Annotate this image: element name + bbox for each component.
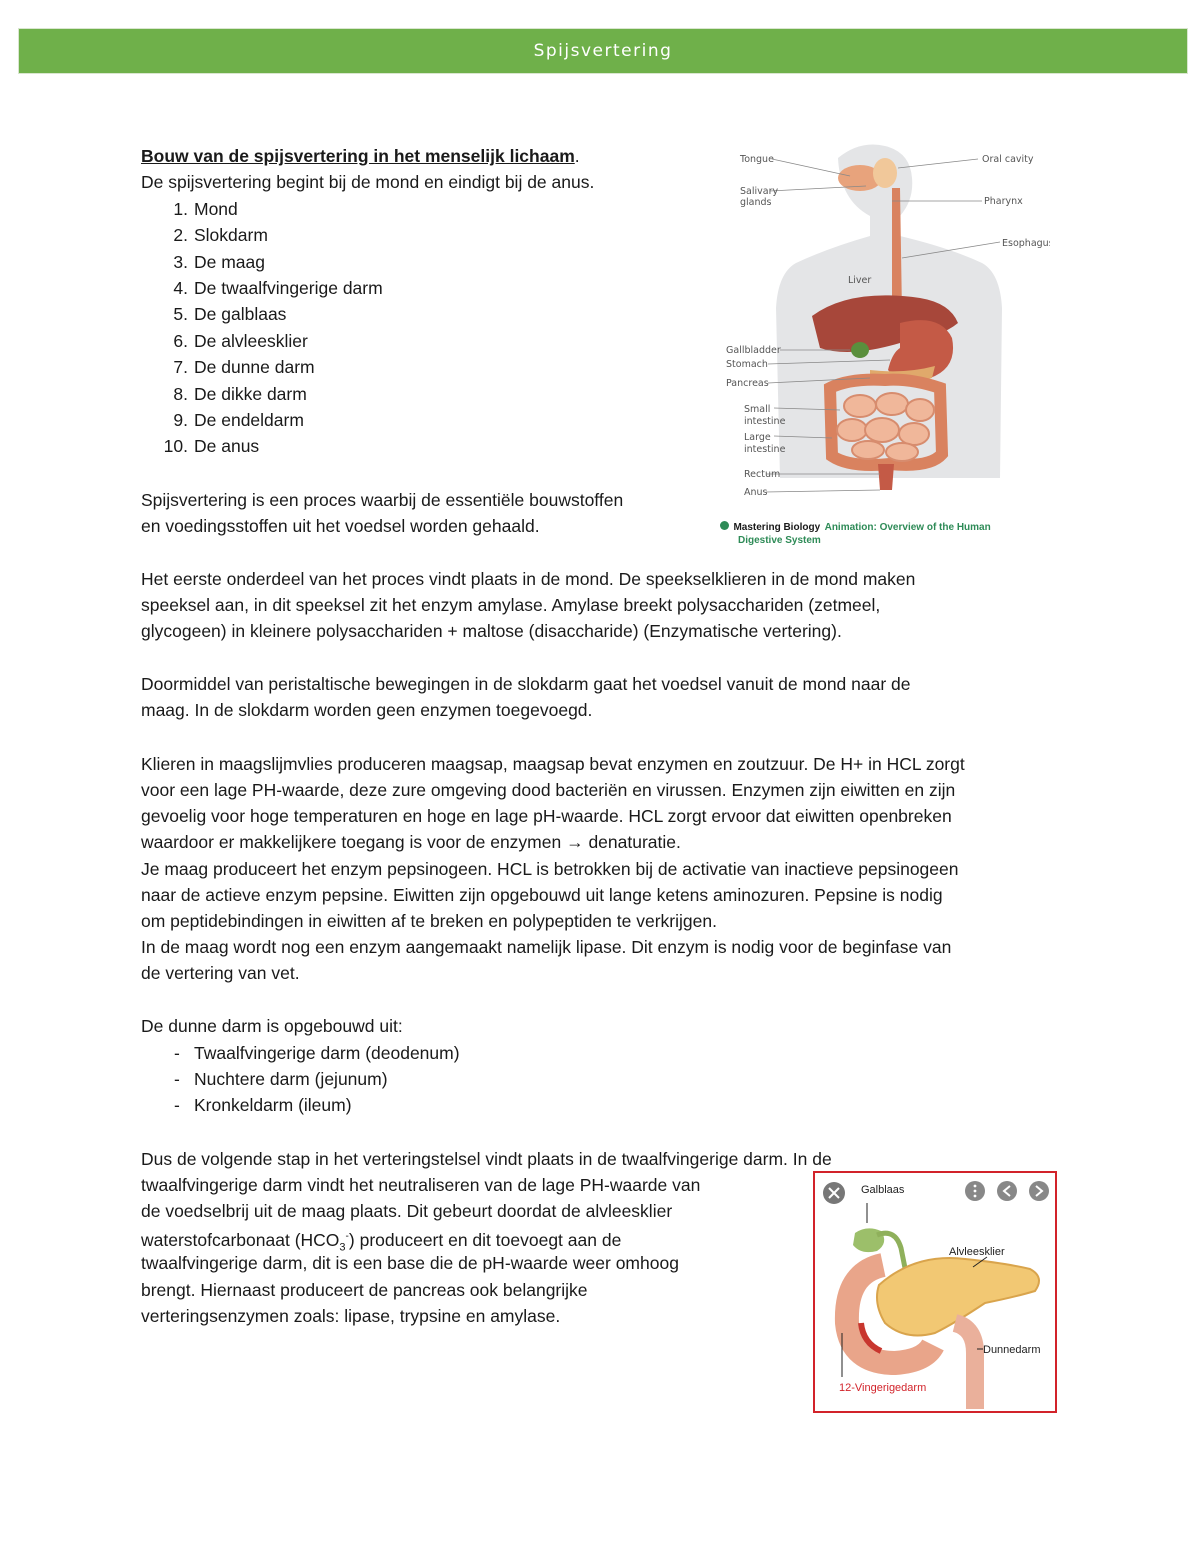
definition-line: en voedingsstoffen uit het voedsel worden gehaald.	[141, 516, 540, 536]
label-glands: glands	[740, 197, 772, 208]
label-large-intestine: intestine	[744, 444, 786, 455]
label-rectum: Rectum	[744, 469, 781, 480]
digestive-system-figure	[720, 138, 1050, 548]
label-small-intestine: intestine	[744, 416, 786, 427]
next-icon[interactable]	[1029, 1181, 1049, 1201]
paragraph-line: voor een lage PH-waarde, deze zure omgeving dood bacteriën en virussen. Enzymen zijn eiwitten en zijn	[141, 780, 956, 800]
label-12-vingerigedarm: 12-Vingerigedarm	[839, 1382, 927, 1394]
paragraph-line: Het eerste onderdeel van het proces vindt plaats in de mond. De speekselklieren in de mond maken	[141, 569, 916, 589]
previous-icon[interactable]	[997, 1181, 1017, 1201]
paragraph-line: Je maag produceert het enzym pepsinogeen. HCL is betrokken bij de activatie van inactieve pepsinogeen	[141, 859, 959, 879]
paragraph-line: twaalfvingerige darm, dit is een base die de pH-waarde weer omhoog	[141, 1253, 679, 1273]
paragraph-line: speeksel aan, in dit speeksel zit het enzym amylase. Amylase breekt polysacchariden (zetmeel,	[141, 595, 881, 615]
paragraph-line: In de maag wordt nog een enzym aangemaakt namelijk lipase. Dit enzym is nodig voor de beginfase van	[141, 937, 952, 957]
label-galblaas: Galblaas	[861, 1184, 905, 1196]
label-large: Large	[744, 432, 771, 443]
section-heading-line	[141, 143, 580, 170]
paragraph-line: brengt. Hiernaast produceert de pancreas ook belangrijke	[141, 1280, 588, 1300]
pancreas-figure	[813, 1171, 1057, 1413]
paragraph-line: verteringsenzymen zoals: lipase, trypsine en amylase.	[141, 1306, 561, 1326]
caption-line-2	[738, 530, 821, 548]
paragraph-line: twaalfvingerige darm vindt het neutraliseren van de lage PH-waarde van	[141, 1175, 701, 1195]
paragraph-line: glycogeen) in kleinere polysacchariden + maltose (disaccharide) (Enzymatische vertering).	[141, 621, 842, 641]
paragraph-line: Klieren in maagslijmvlies produceren maagsap, maagsap bevat enzymen en zoutzuur. De H+ in HCL zorgt	[141, 754, 965, 774]
digestive-system-illustration	[720, 138, 1050, 548]
caption-link-cont[interactable]: Digestive System	[738, 535, 821, 546]
caption-link[interactable]: Animation: Overview of the Human	[824, 522, 991, 533]
definition-line: Spijsvertering is een proces waarbij de essentiële bouwstoffen	[141, 490, 624, 510]
caption-brand: Mastering Biology	[733, 522, 821, 533]
paragraph-line: waterstofcarbonaat $(HCO_3^-)$ produceert en dit toevoegt aan de	[141, 1229, 622, 1254]
paragraph-line: naar de actieve enzym pepsine. Eiwitten zijn opgebouwd uit lange ketens aminozuren. Pepsine is nodig	[141, 885, 943, 905]
paragraph-line: de voedselbrij uit de maag plaats. Dit gebeurt doordat de alvleesklier	[141, 1201, 673, 1221]
paragraph-line: Doormiddel van peristaltische bewegingen in de slokdarm gaat het voedsel vanuit de mond naar de	[141, 674, 911, 694]
label-pharynx: Pharynx	[984, 196, 1023, 207]
label-esophagus: Esophagus	[1002, 238, 1050, 249]
paragraph-line: Dus de volgende stap in het verteringstelsel vindt plaats in de twaalfvingerige darm. In de	[141, 1149, 832, 1169]
label-tongue: Tongue	[740, 154, 774, 165]
heading-period: .	[574, 146, 580, 166]
intro-text: De spijsvertering begint bij de mond en eindigt bij de anus.	[141, 172, 595, 192]
header-bar	[18, 28, 1188, 74]
label-alvleesklier: Alvleesklier	[949, 1246, 1005, 1258]
label-anus: Anus	[744, 487, 768, 498]
paragraph-line: waardoor er makkelijkere toegang is voor de enzymen → denaturatie.	[141, 832, 681, 852]
label-small: Small	[744, 404, 771, 415]
label-gallbladder: Gallbladder	[726, 345, 781, 356]
pancreas-illustration	[815, 1173, 1055, 1411]
paragraph-line: om peptidebindingen in eiwitten af te breken en polypeptiden te verkrijgen.	[141, 911, 717, 931]
mastering-biology-logo-icon	[720, 521, 729, 530]
label-liver: Liver	[848, 275, 872, 286]
label-oral-cavity: Oral cavity	[982, 154, 1034, 165]
paragraph-line: maag. In de slokdarm worden geen enzymen toegevoegd.	[141, 700, 593, 720]
section-heading: Bouw van de spijsvertering in het menselijk lichaam	[141, 146, 575, 166]
label-pancreas: Pancreas	[726, 378, 769, 389]
paragraph-line: gevoelig voor hoge temperaturen en hoge en lage pH-waarde. HCL zorgt ervoor dat eiwitten openbreken	[141, 806, 952, 826]
label-dunnedarm: Dunnedarm	[983, 1344, 1041, 1356]
label-stomach: Stomach	[726, 359, 768, 370]
page-title: Spijsvertering	[533, 41, 673, 61]
paragraph-line: de vertering van vet.	[141, 963, 300, 983]
label-salivary: Salivary	[740, 186, 779, 197]
small-intestine-intro: De dunne darm is opgebouwd uit:	[141, 1016, 403, 1036]
